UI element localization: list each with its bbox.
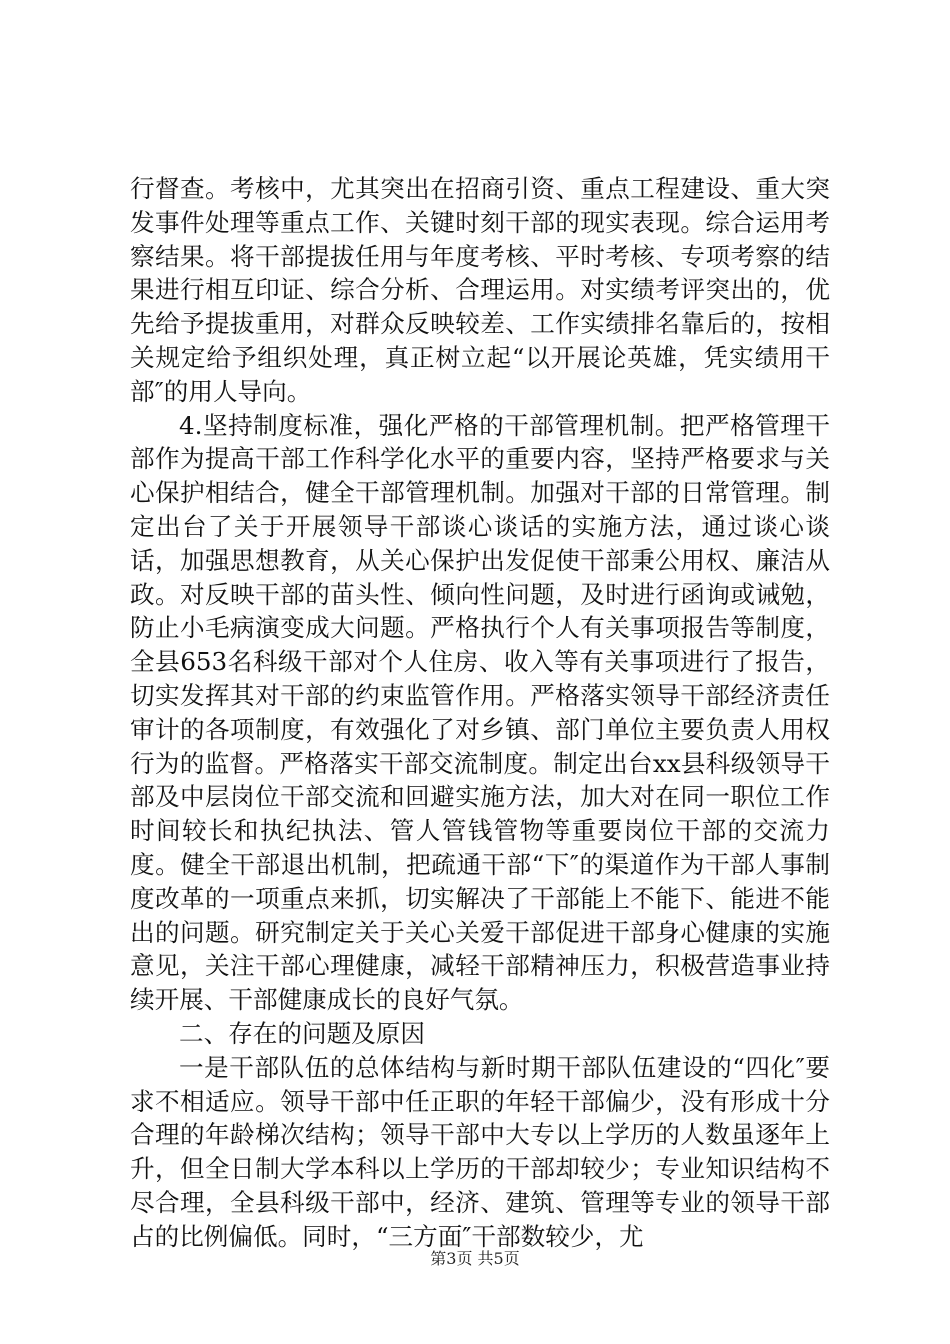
- paragraph-1: 行督查。考核中，尤其突出在招商引资、重点工程建设、重大突发事件处理等重点工作、关键时刻干部的现实表现。综合运用考察结果。将干部提拔任用与年度考核、平时考核、专项考察的结果进行相互印证、综合分析、合理运用。对实绩考评突出的，优先给予提拔重用，对群众反映较差、工作实绩排名靠后的，按相关规定给予组织处理，真正树立起“以开展论英雄，凭实绩用干部″的用人导向。: [130, 174, 830, 406]
- section-heading: 二、存在的问题及原因: [179, 1018, 425, 1048]
- page-footer: 第3页 共5页: [430, 1249, 520, 1268]
- document-body: [130, 172, 830, 1254]
- paragraph-3: 一是干部队伍的总体结构与新时期干部队伍建设的“四化″要求不相适应。领导干部中任正职的年轻干部偏少，没有形成十分合理的年龄梯次结构；领导干部中大专以上学历的人数虽逐年上升，但全日制大学本科以上学历的干部却较少；专业知识结构不尽合理，全县科级干部中，经济、建筑、管理等专业的领导干部占的比例偏低。同时，“三方面″干部数较少，尤: [130, 1052, 830, 1251]
- paragraph-2: 4.坚持制度标准，强化严格的干部管理机制。把严格管理干部作为提高干部工作科学化水平的重要内容，坚持严格要求与关心保护相结合，健全干部管理机制。加强对干部的日常管理。制定出台了关于开展领导干部谈心谈话的实施方法，通过谈心谈话，加强思想教育，从关心保护出发促使干部秉公用权、廉洁从政。对反映干部的苗头性、倾向性问题，及时进行函询或诫勉，防止小毛病演变成大问题。严格执行个人有关事项报告等制度，全县653名科级干部对个人住房、收入等有关事项进行了报告，切实发挥其对干部的约束监管作用。严格落实领导干部经济责任审计的各项制度，有效强化了对乡镇、部门单位主要负责人用权行为的监督。严格落实干部交流制度。制定出台xx县科级领导干部及中层岗位干部交流和回避实施方法，加大对在同一职位工作时间较长和执纪执法、管人管钱管物等重要岗位干部的交流力度。健全干部退出机制，把疏通干部“下″的渠道作为干部人事制度改革的一项重点来抓，切实解决了干部能上不能下、能进不能出的问题。研究制定关于关心关爱干部促进干部身心健康的实施意见，关注干部心理健康，减轻干部精神压力，积极营造事业持续开展、干部健康成长的良好气氛。: [130, 410, 830, 1015]
